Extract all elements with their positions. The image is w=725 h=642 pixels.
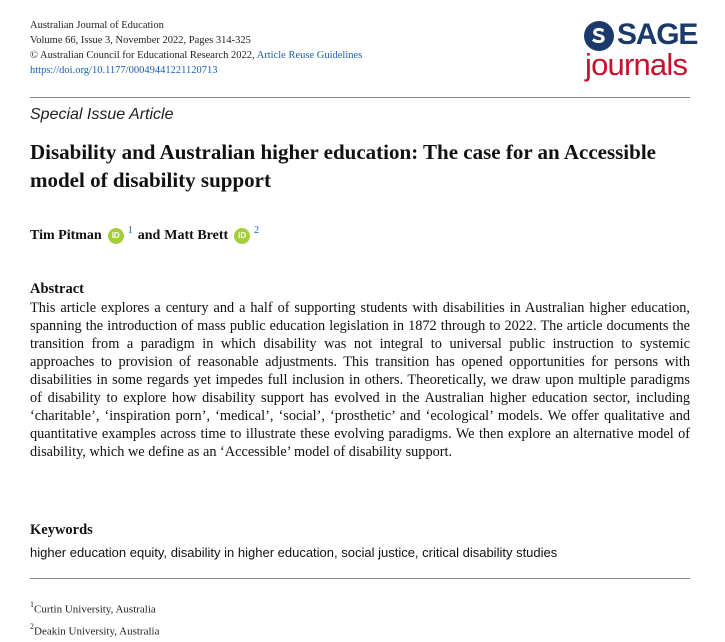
affiliation-marker[interactable]: 1 [127, 224, 133, 236]
keywords-heading: Keywords [30, 522, 93, 538]
doi-link[interactable]: https://doi.org/10.1177/00049441221120713 [30, 65, 218, 76]
sage-journals-logo [583, 16, 698, 86]
keywords-text: higher education equity, disability in higher education, social justice, critical disability studies [30, 545, 558, 560]
orcid-icon[interactable]: iD [108, 228, 124, 244]
author-list [30, 224, 264, 244]
journal-metadata [30, 18, 362, 78]
copyright-text: © Australian Council for Educational Research 2022, [30, 50, 255, 61]
article-title: Disability and Australian higher education: The case for an Accessible model of disability support [30, 140, 656, 192]
header-divider [30, 97, 690, 98]
affiliations [30, 597, 159, 640]
affiliation-item [30, 597, 159, 619]
article-reuse-link[interactable]: Article Reuse Guidelines [256, 50, 363, 61]
affiliation-marker[interactable]: 2 [254, 224, 260, 236]
orcid-icon[interactable]: iD [234, 228, 250, 244]
affiliation-item [30, 619, 159, 641]
author-name[interactable]: Tim Pitman [30, 228, 102, 243]
abstract-heading: Abstract [30, 281, 84, 297]
abstract-text: This article explores a century and a half of supporting students with disabilities in Australian higher education, spanning the introduction of mass public education legislation in 1872 through to 2022. The article documents the transition from a paradigm in which disability was not integral to universal public instruction to systemic approaches to provision of reasonable adjustments. This transition has opened opportunities for persons with disabilities in some regards yet impedes full inclusion in others. Theoretically, we draw upon multiple paradigms of disability to explore how disability support has evolved in the Australian higher education sector, including ‘charitable’, ‘inspiration porn’, ‘medical’, ‘social’, ‘prosthetic’ and ‘ecological’ models. We offer qualitative and quantitative examples across time to illustrate these evolving paradigms. We then explore an alternative model of disability, which we define as an ‘Accessible’ model of disability support. [30, 300, 690, 460]
volume-line: Volume 66, Issue 3, November 2022, Pages 314-325 [30, 35, 251, 46]
logo-sage-text: SAGE [617, 18, 698, 51]
author-joiner: and [137, 228, 161, 243]
journal-name: Australian Journal of Education [30, 20, 164, 31]
affiliation-number: 2 [30, 621, 34, 631]
copyright-line [30, 48, 362, 63]
footer-divider [30, 578, 690, 579]
logo-journals-text: journals [585, 47, 688, 82]
affiliation-text: Deakin University, Australia [34, 625, 160, 638]
author-name[interactable]: Matt Brett [164, 228, 229, 243]
article-type: Special Issue Article [30, 106, 174, 123]
affiliation-number: 1 [30, 600, 34, 609]
affiliation-text: Curtin University, Australia [34, 603, 156, 616]
